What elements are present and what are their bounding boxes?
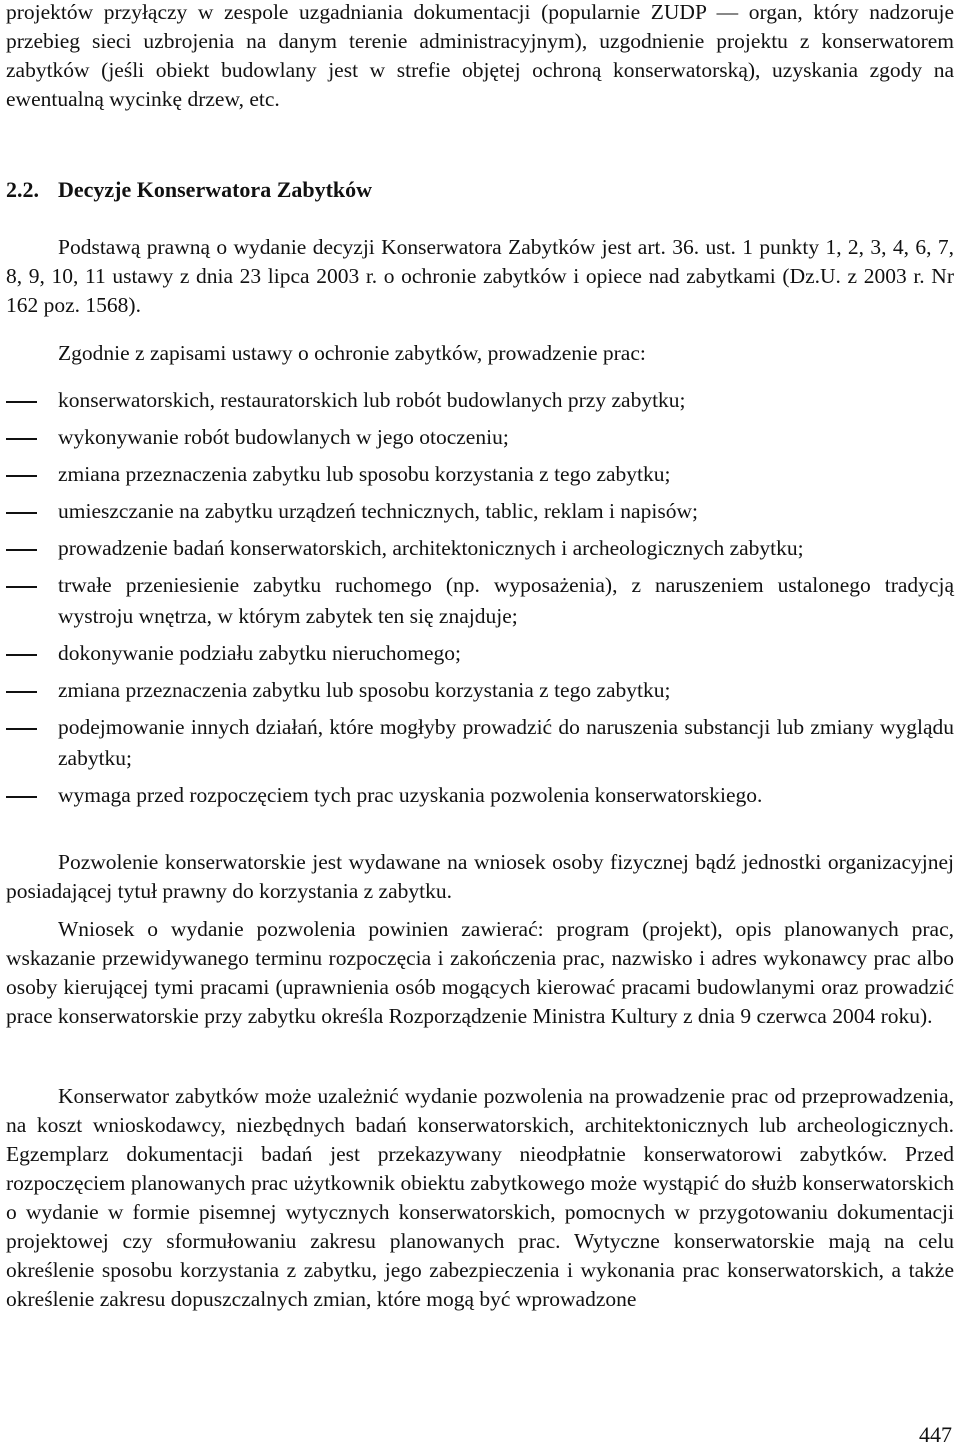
dash-bullet (6, 654, 37, 656)
list-item: wykonywanie robót budowlanych w jego otoczeniu; (6, 422, 954, 453)
list-intro: Zgodnie z zapisami ustawy o ochronie zabytków, prowadzenie prac: (58, 341, 646, 365)
list-item: podejmowanie innych działań, które mogłyby prowadzić do naruszenia substancji lub zmiany wyglądu zabytku; (6, 712, 954, 774)
list-item: prowadzenie badań konserwatorskich, architektonicznych i archeologicznych zabytku; (6, 533, 954, 564)
dash-bullet (6, 475, 37, 477)
legal-basis-paragraph: Podstawą prawną o wydanie decyzji Konserwatora Zabytków jest art. 36. ust. 1 punkty 1, 2, 3, 4, 6, 7, 8, 9, 10, 11 ustawy z dnia 23 lipca 2003 r. o ochronie zabytków i opiece nad zabytkami (Dz.U. z 2003 r. Nr 162 poz. 1568). (6, 235, 954, 317)
intro-paragraph: projektów przyłączy w zespole uzgadniania dokumentacji (popularnie ZUDP — organ, który nadzoruje przebieg sieci uzbrojenia na danym terenie administracyjnym), uzgodnienie projektu z konserwatorem zabytków (jeśli obiekt budowlany jest w strefie objętej ochroną konserwatorską), uzyskania zgody na ewentualną wycinkę drzew, etc. (6, 0, 954, 111)
dash-bullet (6, 728, 37, 730)
section-heading (6, 177, 372, 203)
list-item: dokonywanie podziału zabytku nieruchomego; (6, 638, 954, 669)
dash-bullet (6, 549, 37, 551)
paragraph-permit: Pozwolenie konserwatorskie jest wydawane na wniosek osoby fizycznej bądź jednostki organizacyjnej posiadającej tytuł prawny do korzystania z zabytku. (6, 850, 954, 903)
dash-bullet (6, 512, 37, 514)
activity-list (6, 385, 954, 817)
dash-bullet (6, 438, 37, 440)
list-item: zmiana przeznaczenia zabytku lub sposobu korzystania z tego zabytku; (6, 459, 954, 490)
section-title: Decyzje Konserwatora Zabytków (58, 177, 373, 202)
dash-bullet (6, 796, 37, 798)
paragraph-application: Wniosek o wydanie pozwolenia powinien zawierać: program (projekt), opis planowanych prac, wskazanie przewidywanego terminu rozpoczęcia i zakończenia prac, nazwisko i adres wykonawcy prac albo osoby kierującej tymi pracami (uprawnienia osób mogących kierować pracami budowlanymi oraz prowadzić prace konserwatorskie przy zabytku określa Rozporządzenie Ministra Kultury z dnia 9 czerwca 2004 roku). (6, 917, 954, 1028)
dash-bullet (6, 586, 37, 588)
list-item: umieszczanie na zabytku urządzeń technicznych, tablic, reklam i napisów; (6, 496, 954, 527)
list-item: konserwatorskich, restauratorskich lub robót budowlanych przy zabytku; (6, 385, 954, 416)
list-item: zmiana przeznaczenia zabytku lub sposobu korzystania z tego zabytku; (6, 675, 954, 706)
dash-bullet (6, 691, 37, 693)
paragraph-conservator: Konserwator zabytków może uzależnić wydanie pozwolenia na prowadzenie prac od przeprowadzenia, na koszt wnioskodawcy, niezbędnych badań konserwatorskich, architektonicznych lub archeologicznych. Egzemplarz dokumentacji badań jest przekazywany nieodpłatnie konserwatorowi zabytków. Przed rozpoczęciem planowanych prac użytkownik obiektu zabytkowego może wystąpić do służb konserwatorskich o wydanie w formie pisemnej wytycznych konserwatorskich, pomocnych w przygotowaniu dokumentacji projektowej czy sformułowaniu zakresu planowanych prac. Wytyczne konserwatorskie mają na celu określenie sposobu korzystania z zabytku, jego zabezpieczenia i wykonania prac konserwatorskich, a także określenie zakresu dopuszczalnych zmian, które mogą być wprowadzone (6, 1084, 954, 1311)
section-number: 2.2. (6, 177, 39, 202)
page-number: 447 (919, 1422, 952, 1447)
dash-bullet (6, 401, 37, 403)
list-item: trwałe przeniesienie zabytku ruchomego (np. wyposażenia), z naruszeniem ustalonego tradycją wystroju wnętrza, w którym zabytek ten się znajduje; (6, 570, 954, 632)
list-item: wymaga przed rozpoczęciem tych prac uzyskania pozwolenia konserwatorskiego. (6, 780, 954, 811)
